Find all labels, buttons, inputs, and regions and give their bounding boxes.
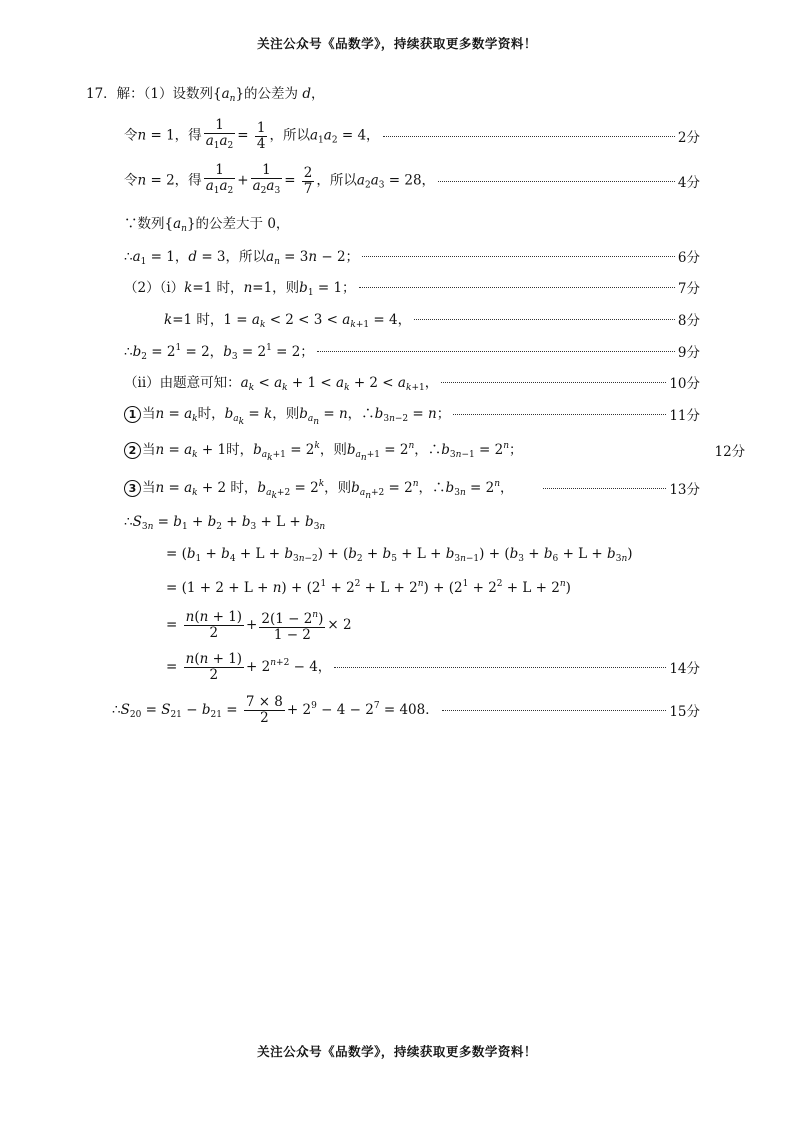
sum-line-5: = $\frac{n(n + 1)}{2}$ + $2^{n+2} - 4$， 14分 — [166, 650, 700, 683]
sum-line-4: = $\frac{n(n + 1)}{2}$ + $\frac{2(1 - 2^n)}{1 - 2}$ × 2 — [166, 609, 352, 643]
score-label: 2分 — [677, 130, 700, 146]
score-label: 6分 — [677, 250, 700, 266]
score-label: 12分 — [714, 444, 746, 460]
sum-line-1: $\therefore S_{3n} = b_1 + b_2 + b_3 + L + b_{3n}$ — [124, 514, 326, 532]
step-n1: 令n = 1，得 $\frac{1}{a_1a_2}$ = $\frac{1}{4}$ ，所以$a_1a_2 = 4$， 2分 — [124, 117, 700, 152]
score-label: 9分 — [677, 345, 700, 361]
score-label: 4分 — [677, 175, 700, 191]
final-answer: $\therefore S_{20} = S_{21} - b_{21}$ = $\frac{7 \times 8}{2}$ + $2^9 - 4 - 2^7 = 408$． 15分 — [112, 693, 700, 726]
step-n2: 令n = 2，得 $\frac{1}{a_1a_2}$ + $\frac{1}{a_2a_3}$ = $\frac{2}{7}$ ，所以$a_2a_3 = 28$， 4分 — [124, 162, 700, 197]
score-label: 10分 — [669, 376, 700, 392]
problem-intro: 17．解：（1）设数列$\{a_n\}$的公差为 d， — [86, 86, 325, 104]
step-part2-ii: （ii）由题意可知：$a_k < a_k + 1 < a_k + 2 < a_{k+1}$， 10分 — [124, 371, 700, 393]
score-label: 11分 — [669, 408, 700, 424]
page-footer-note: 关注公众号《品数学》，持续获取更多数学资料！ — [257, 1044, 537, 1059]
score-label: 14分 — [669, 661, 700, 677]
step-part2-i: （2）（i）k=1 时，n=1，则$b_1 = 1$； 7分 — [124, 276, 700, 298]
sum-line-3: = $(1 + 2 + L + n) + (2^1 + 2^2 + L + 2^n) + (2^1 + 2^2 + L + 2^n)$ — [166, 579, 571, 596]
score-label: 13分 — [669, 482, 700, 498]
score-label: 8分 — [677, 313, 700, 329]
case-2: 2 当$n = a_k + 1$时，$b_{a_k+1} = 2^k$，则$b_{a_n+1} = 2^n$，$\therefore b_{3n-1} = 2^n$； 12分 — [124, 438, 700, 462]
case-3: 3 当$n = a_k + 2$ 时，$b_{a_k+2} = 2^k$，则$b_{a_n+2} = 2^n$，$\therefore b_{3n} = 2^n$， 13分 — [124, 476, 700, 500]
score-label: 7分 — [677, 281, 700, 297]
case-1: 1 当$n = a_k$时，$b_{a_k} = k$，则$b_{a_n} = n$，$\therefore b_{3n-2} = n$； 11分 — [124, 403, 700, 425]
step-b2-b3: $\therefore b_2 = 2^1 = 2$，$b_3 = 2^1 = 2$； 9分 — [124, 343, 700, 362]
step-an: $\therefore a_1 = 1$，d = 3，所以$a_n = 3n - 2$； 6分 — [124, 245, 700, 267]
step-k1: k=1 时，$1 = a_k < 2 < 3 < a_{k+1} = 4$， 8分 — [164, 308, 700, 330]
step-d-positive: ∵数列$\{a_n\}$的公差大于 0， — [124, 216, 290, 234]
score-label: 15分 — [669, 704, 700, 720]
page-header-note: 关注公众号《品数学》，持续获取更多数学资料！ — [257, 36, 537, 51]
sum-line-2: = $(b_1 + b_4 + L + b_{3n-2}) + (b_2 + b_5 + L + b_{3n-1}) + (b_3 + b_6 + L + b_{3n})$ — [166, 546, 633, 564]
